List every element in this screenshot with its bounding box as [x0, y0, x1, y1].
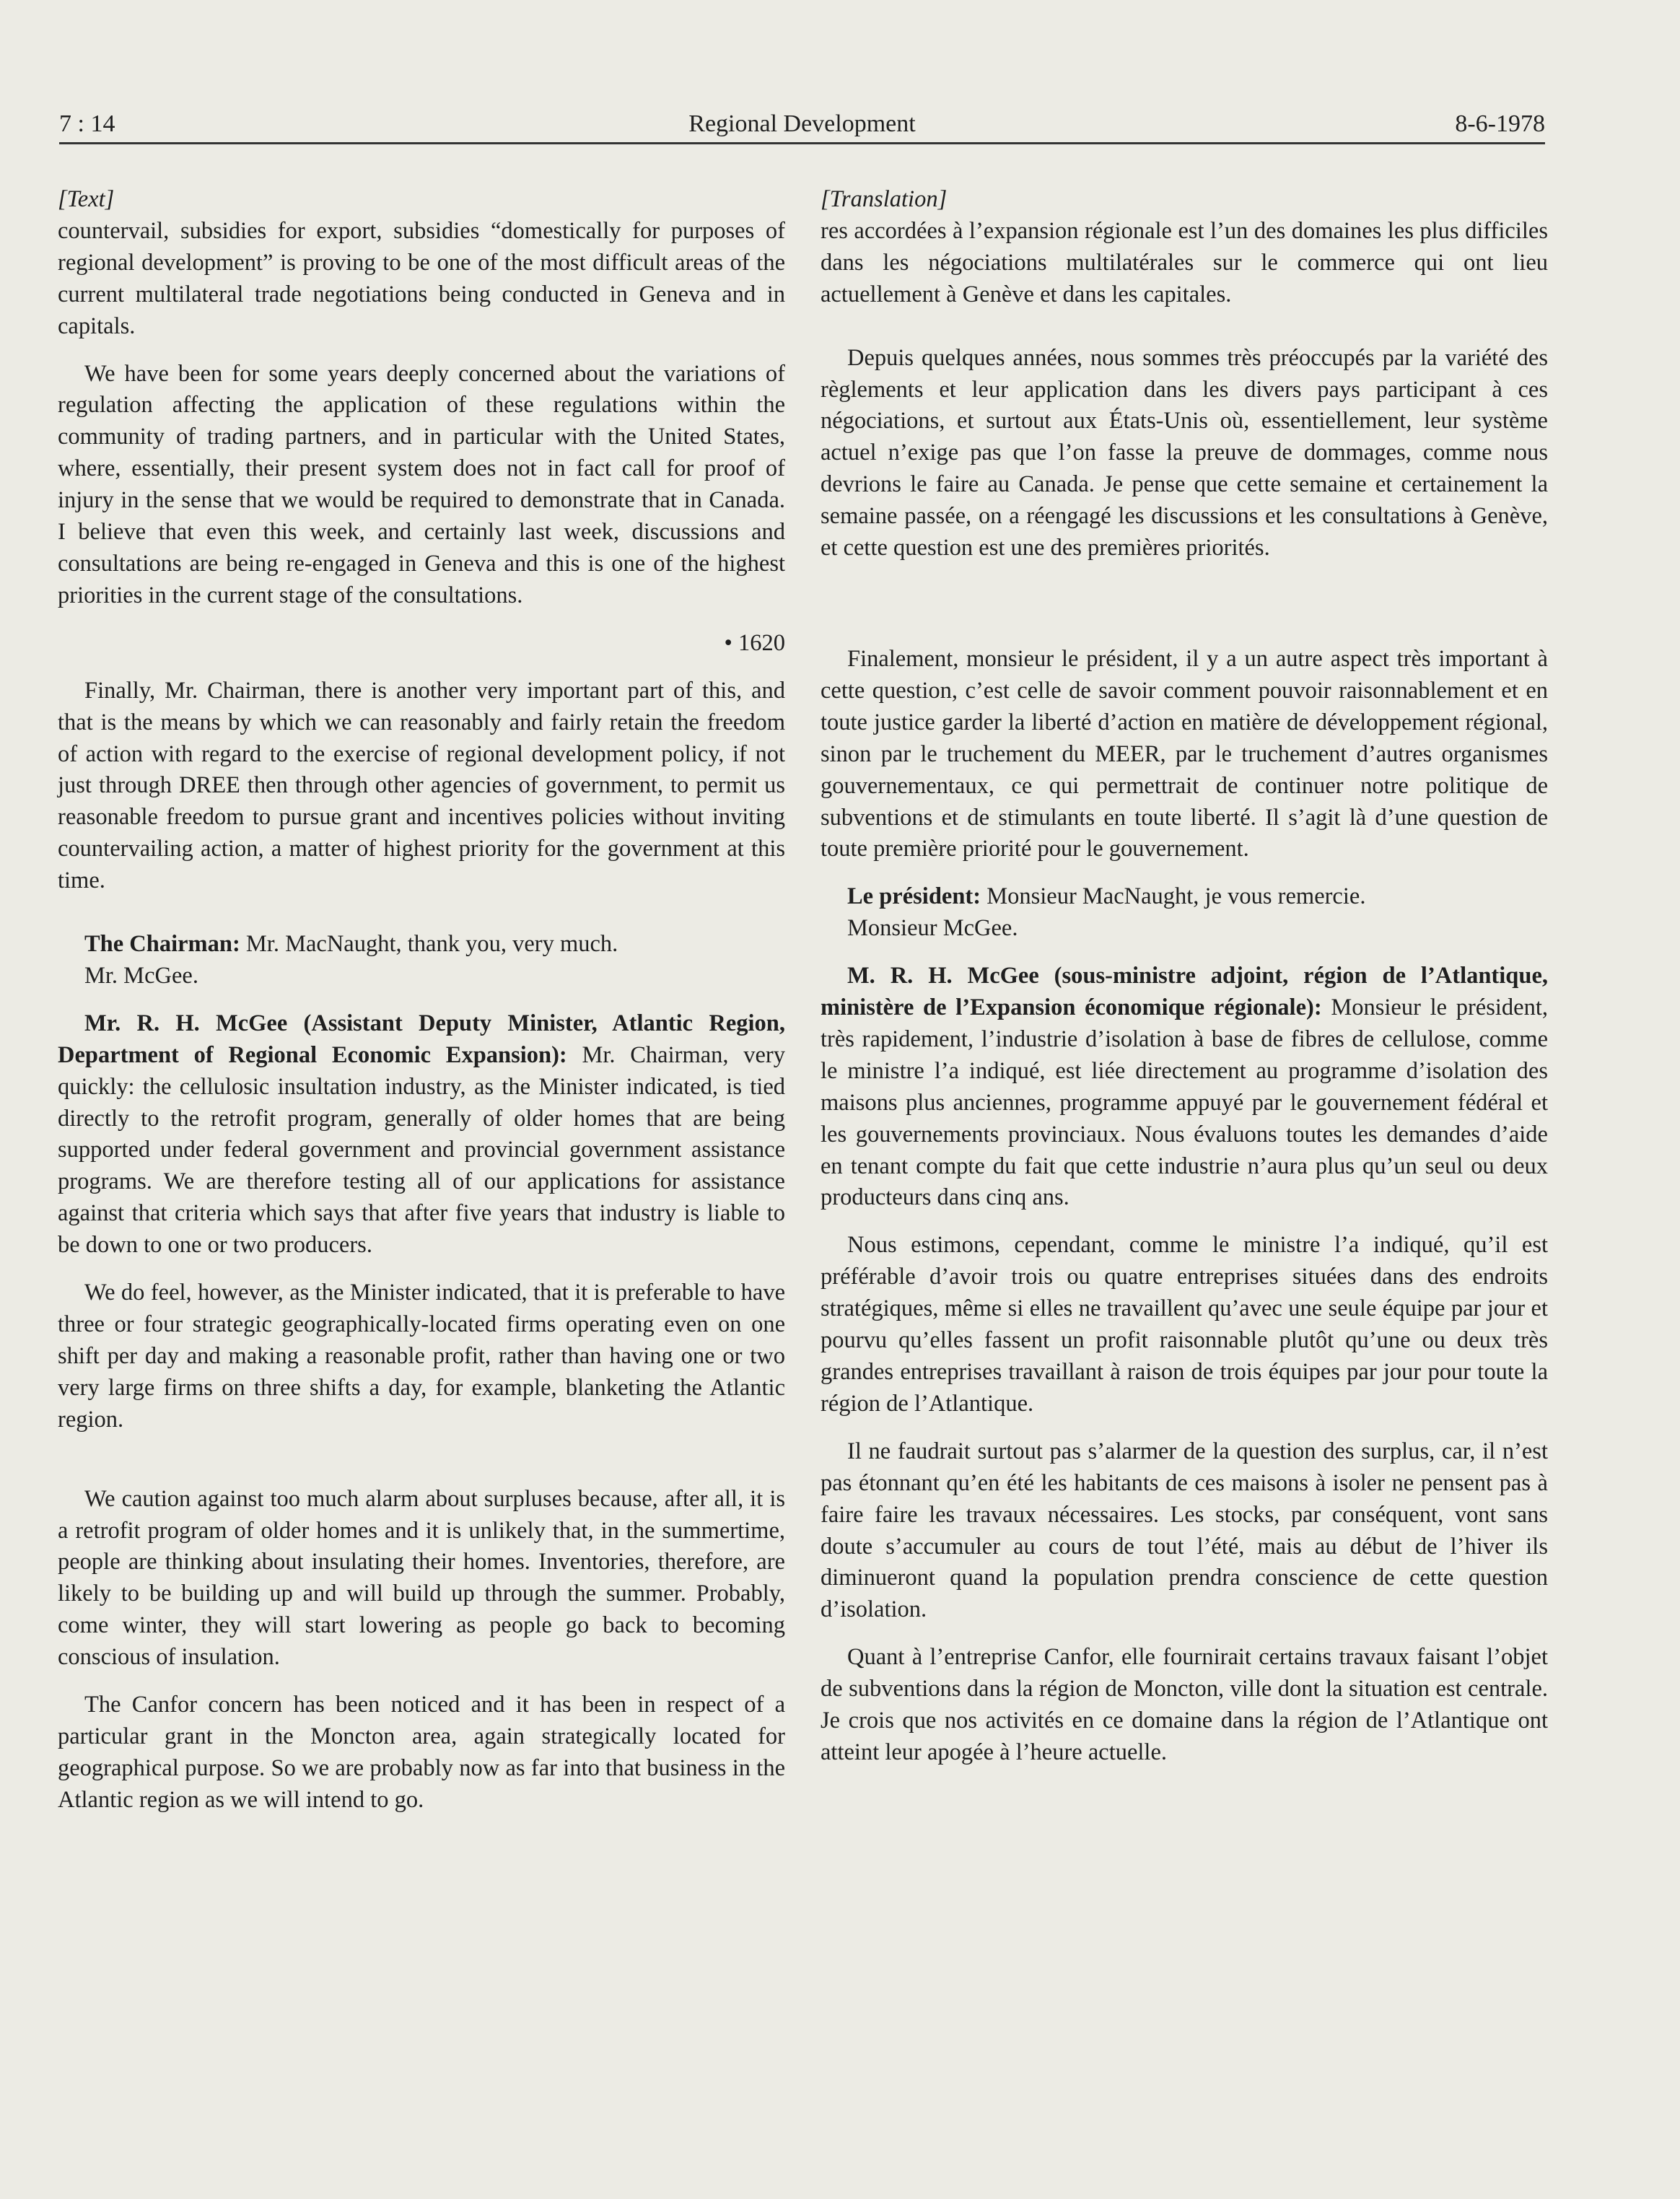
paragraph: We caution against too much alarm about surpluses because, after all, it is a retrofit program of older homes and it is unlikely that, in the summertime, people are thinking about insulating their homes. Inventories, therefore, are likely to be building up and will build up through the summer. Probably, come winter, they will start lowering as people go back to becoming conscious of insulation.	[58, 1485, 785, 1671]
speaker-paragraph	[821, 881, 1548, 913]
page-number: 7 : 14	[59, 110, 115, 137]
column-label: [Text]	[58, 186, 115, 212]
paragraph: Depuis quelques années, nous sommes très préoccupés par la variété des règlements et leur application dans les divers pays participant à ces négociations, et surtout aux États-Unis où, essentiellement, leur système actuel n’exige pas que l’on fasse la preuve de dommages, comme nous devrions le faire au Canada. Je pense que cette semaine et certainement la semaine passée, on a réengagé les discussions et les consultations à Genève, et cette question est une des premières priorités.	[821, 344, 1548, 561]
english-column	[58, 184, 785, 1817]
paragraph: Nous estimons, cependant, comme le ministre l’a indiqué, qu’il est préférable d’avoir trois ou quatre entreprises situées dans des endroits stratégiques, même si elles ne travaillent qu’avec une seule équipe par jour et pourvu qu’elles fassent un profit raisonnable plutôt qu’une ou deux très grandes entreprises travaillant à raison de trois équipes par jour pour toute la région de l’Atlantique.	[821, 1232, 1548, 1417]
paragraph: Mr. McGee.	[84, 962, 198, 989]
time-stamp: • 1620	[724, 629, 785, 656]
paragraph: countervail, subsidies for export, subsidies “domestically for purposes of regional development” is proving to be one of the most difficult areas of the current multilateral trade negotiations being conducted in Geneva and in capitals.	[58, 217, 785, 339]
speaker-name: The Chairman:	[84, 931, 240, 958]
speaker-paragraph	[821, 961, 1548, 1214]
running-title: Regional Development	[688, 110, 916, 137]
paragraph: Finally, Mr. Chairman, there is another very important part of this, and that is the means by which we can reasonably and fairly retain the freedom of action with regard to the exercise of regional development policy, if not just through DREE then through other agencies of government, to permit us reasonable freedom to pursue grant and incentives policies without inviting countervailing action, a matter of highest priority for the government at this time.	[58, 677, 785, 894]
speaker-name: Le président:	[847, 883, 981, 910]
page-header	[59, 105, 1545, 144]
french-column	[821, 184, 1548, 1769]
speech-text: Mr. MacNaught, thank you, very much.	[240, 931, 618, 958]
paragraph: We do feel, however, as the Minister indicated, that it is preferable to have three or four strategic geographically-located firms operating even on one shift per day and making a reasonable profit, rather than having one or two very large firms on three shifts a day, for example, blanketing the Atlantic region.	[58, 1280, 785, 1433]
paragraph: Finalement, monsieur le président, il y a un autre aspect très important à cette question, c’est celle de savoir comment pouvoir raisonnablement et en toute justice garder la liberté d’action en matière de développement régional, sinon par le truchement du MEER, par le truchement d’autres organismes gouvernementaux, ce qui permettrait de continuer notre politique de subventions et de stimulants en toute liberté. Il s’agit là d’une question de toute première priorité pour le gouvernement.	[821, 645, 1548, 862]
speech-text: Mr. Chairman, very quickly: the cellulosic insultation industry, as the Minister indicated, is tied directly to the retrofit program, generally of older homes that are being supported under federal government and provincial government assistance programs. We are therefore testing all of our applications for assistance against that criteria which says that after five years that industry is liable to be down to one or two producers.	[58, 1041, 785, 1259]
header-date: 8-6-1978	[1455, 110, 1545, 137]
speaker-paragraph	[58, 1008, 785, 1262]
paragraph: Quant à l’entreprise Canfor, elle fournirait certains travaux faisant l’objet de subventions dans la région de Moncton, ville dont la situation est centrale. Je crois que nos activités en ce domaine dans la région de l’Atlantique ont atteint leur apogée à l’heure actuelle.	[821, 1644, 1548, 1765]
speech-text: Monsieur le président, très rapidement, l’industrie d’isolation à base de fibres de cellulose, comme le ministre l’a indiqué, est liée directement au programme d’isolation des maisons plus anciennes, programme appuyé par le gouvernement fédéral et les gouvernements provinciaux. Nous évaluons toutes les demandes d’aide en tenant compte du fait que cette industrie n’aura plus qu’un seul ou deux producteurs dans cinq ans.	[821, 994, 1548, 1211]
speaker-name: M. R. H. McGee (sous-ministre adjoint, région de l’Atlantique, ministère de l’Expansion économique régionale):	[821, 963, 1548, 1021]
paragraph: The Canfor concern has been noticed and it has been in respect of a particular grant in the Moncton area, again strategically located for geographical purpose. So we are probably now as far into that business in the Atlantic region as we will intend to go.	[58, 1692, 785, 1813]
paragraph: We have been for some years deeply concerned about the variations of regulation affecting the application of these regulations within the community of trading partners, and in particular with the United States, where, essentially, their present system does not in fact call for proof of injury in the sense that we would be required to demonstrate that in Canada. I believe that even this week, and certainly last week, discussions and consultations are being re-engaged in Geneva and this is one of the highest priorities in the current stage of the consultations.	[58, 360, 785, 608]
speaker-paragraph	[58, 929, 785, 961]
paragraph: Monsieur McGee.	[847, 915, 1018, 942]
speech-text: Monsieur MacNaught, je vous remercie.	[981, 883, 1366, 910]
paragraph: Il ne faudrait surtout pas s’alarmer de la question des surplus, car, il n’est pas étonnant qu’en été les habitants de ces maisons à isoler ne pensent pas à faire faire les travaux nécessaires. Les stocks, par conséquent, vont sans doute s’accumuler au cours de tout l’été, mais au début de l’hiver ils diminueront quand la population prendra conscience de cette question d’isolation.	[821, 1438, 1548, 1623]
speaker-name: Mr. R. H. McGee (Assistant Deputy Minister, Atlantic Region, Department of Regional Economic Expansion):	[58, 1010, 785, 1068]
paragraph: res accordées à l’expansion régionale est l’un des domaines les plus difficiles dans les négociations multilatérales sur le commerce qui ont lieu actuellement à Genève et dans les capitales.	[821, 217, 1548, 307]
column-label: [Translation]	[821, 186, 948, 212]
